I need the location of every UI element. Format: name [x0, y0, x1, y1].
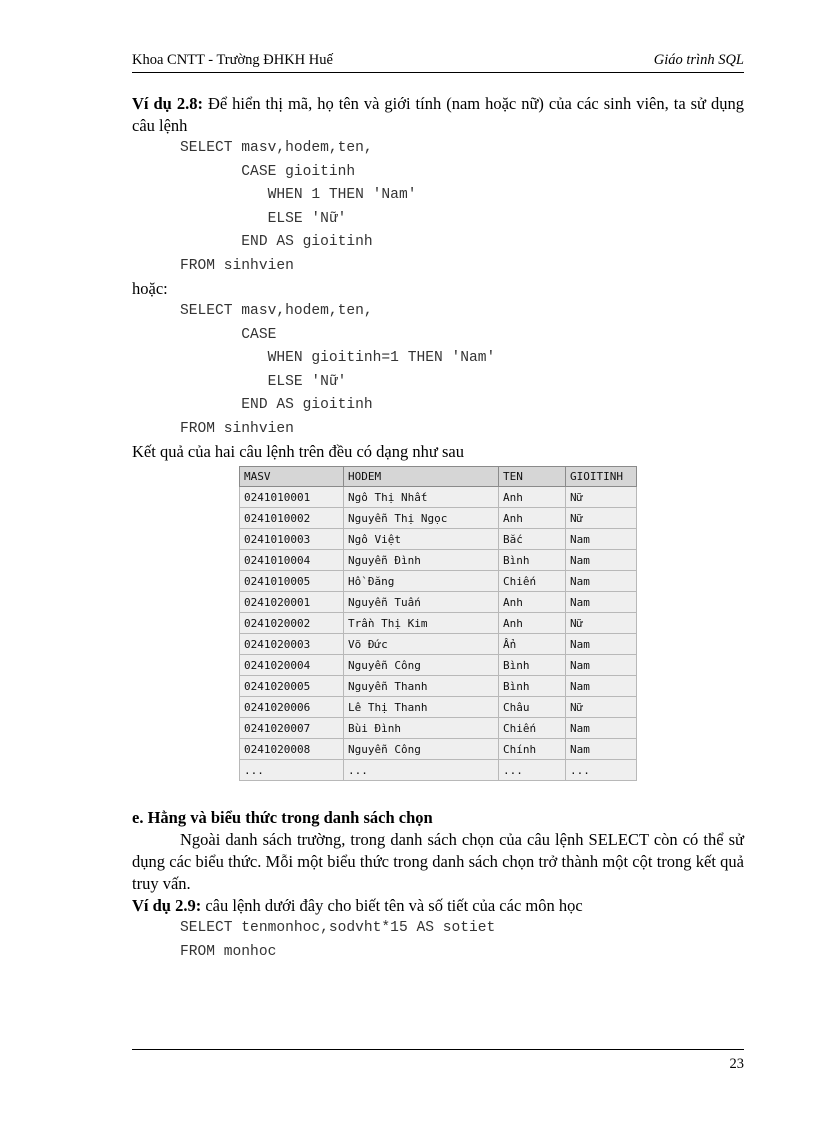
table-row [240, 697, 637, 718]
cell-masv: 0241020006 [240, 697, 344, 718]
header-hodem: HODEM [344, 467, 499, 487]
table-row [240, 676, 637, 697]
table-row [240, 529, 637, 550]
cell-masv: 0241020007 [240, 718, 344, 739]
cell-masv: 0241020001 [240, 592, 344, 613]
cell-masv: 0241010004 [240, 550, 344, 571]
cell-ten: Châu [499, 697, 566, 718]
cell-gioitinh: Nam [566, 592, 637, 613]
cell-hodem: Nguyễn Đình [344, 550, 499, 571]
cell-hodem: Nguyễn Công [344, 739, 499, 760]
cell-ten: Chính [499, 739, 566, 760]
table-header-row [240, 467, 637, 487]
table-row [240, 718, 637, 739]
cell-masv: ... [240, 760, 344, 781]
cell-gioitinh: Nữ [566, 697, 637, 718]
section-e-title-text: e. Hằng và biểu thức trong danh sách chọn [132, 808, 433, 827]
code-block-3: SELECT tenmonhoc,sodvht*15 AS sotiet FROM monhoc [180, 920, 496, 960]
example-2-9-label: Ví dụ 2.9: [132, 896, 202, 915]
cell-masv: 0241020004 [240, 655, 344, 676]
cell-masv: 0241010002 [240, 508, 344, 529]
cell-gioitinh: ... [566, 760, 637, 781]
cell-ten: Anh [499, 487, 566, 508]
cell-hodem: Võ Đức [344, 634, 499, 655]
header-gioitinh: GIOITINH [566, 467, 637, 487]
example-2-8-label: Ví dụ 2.8: [132, 94, 203, 113]
section-e-paragraph: Ngoài danh sách trường, trong danh sách chọn của câu lệnh SELECT còn có thể sử dụng các biểu thức. Mỗi một biểu thức trong danh sách chọn trở thành một cột trong kết quả truy vấn. [132, 830, 744, 893]
code-block-2: SELECT masv,hodem,ten, CASE WHEN gioitinh=1 THEN 'Nam' ELSE 'Nữ' END AS gioitinh FROM sinhvien [180, 303, 496, 437]
example-2-9-paragraph [132, 895, 744, 917]
table-row [240, 655, 637, 676]
example-2-8-text: Để hiển thị mã, họ tên và giới tính (nam hoặc nữ) của các sinh viên, ta sử dụng câu lệnh [132, 94, 744, 135]
table-row [240, 739, 637, 760]
cell-hodem: ... [344, 760, 499, 781]
cell-gioitinh: Nam [566, 676, 637, 697]
cell-gioitinh: Nam [566, 739, 637, 760]
cell-gioitinh: Nữ [566, 508, 637, 529]
cell-ten: Anh [499, 508, 566, 529]
cell-ten: Anh [499, 613, 566, 634]
cell-masv: 0241020002 [240, 613, 344, 634]
cell-hodem: Nguyễn Thị Ngọc [344, 508, 499, 529]
cell-hodem: Nguyễn Tuấn [344, 592, 499, 613]
example-2-8-paragraph [132, 93, 744, 137]
cell-gioitinh: Nam [566, 550, 637, 571]
cell-gioitinh: Nam [566, 655, 637, 676]
example-2-9-text: câu lệnh dưới đây cho biết tên và số tiết của các môn học [201, 896, 583, 915]
cell-gioitinh: Nữ [566, 487, 637, 508]
cell-ten: Bắc [499, 529, 566, 550]
or-text: hoặc: [132, 279, 168, 298]
cell-ten: Bình [499, 655, 566, 676]
cell-hodem: Ngô Thị Nhất [344, 487, 499, 508]
cell-gioitinh: Nữ [566, 613, 637, 634]
cell-hodem: Lê Thị Thanh [344, 697, 499, 718]
cell-masv: 0241010001 [240, 487, 344, 508]
table-row [240, 487, 637, 508]
cell-ten: Chiến [499, 571, 566, 592]
header-right: Giáo trình SQL [653, 52, 744, 68]
table-row [240, 508, 637, 529]
cell-gioitinh: Nam [566, 718, 637, 739]
cell-gioitinh: Nam [566, 571, 637, 592]
table-row [240, 613, 637, 634]
result-table [239, 466, 637, 781]
cell-masv: 0241010003 [240, 529, 344, 550]
cell-ten: Ẩn [499, 634, 566, 655]
table-row [240, 550, 637, 571]
cell-ten: Anh [499, 592, 566, 613]
page-content [132, 93, 744, 964]
cell-masv: 0241020008 [240, 739, 344, 760]
cell-gioitinh: Nam [566, 634, 637, 655]
cell-hodem: Hồ Đăng [344, 571, 499, 592]
table-row [240, 592, 637, 613]
table-row [240, 760, 637, 781]
result-intro: Kết quả của hai câu lệnh trên đều có dạng như sau [132, 442, 464, 461]
cell-ten: ... [499, 760, 566, 781]
cell-hodem: Trần Thị Kim [344, 613, 499, 634]
header-masv: MASV [240, 467, 344, 487]
cell-ten: Chiến [499, 718, 566, 739]
cell-masv: 0241020003 [240, 634, 344, 655]
table-row [240, 571, 637, 592]
header-ten: TEN [499, 467, 566, 487]
cell-hodem: Nguyễn Thanh [344, 676, 499, 697]
cell-hodem: Ngô Việt [344, 529, 499, 550]
table-row [240, 634, 637, 655]
cell-gioitinh: Nam [566, 529, 637, 550]
section-e-title [132, 807, 744, 829]
header-left: Khoa CNTT - Trường ĐHKH Huế [132, 52, 333, 68]
cell-masv: 0241010005 [240, 571, 344, 592]
code-block-1: SELECT masv,hodem,ten, CASE gioitinh WHEN 1 THEN 'Nam' ELSE 'Nữ' END AS gioitinh FROM sinhvien [180, 140, 417, 274]
cell-ten: Bình [499, 550, 566, 571]
table-body [240, 487, 637, 781]
page-header [132, 50, 744, 73]
cell-hodem: Nguyễn Công [344, 655, 499, 676]
cell-masv: 0241020005 [240, 676, 344, 697]
cell-ten: Bình [499, 676, 566, 697]
page-footer [132, 1049, 744, 1072]
page-number: 23 [729, 1056, 744, 1072]
cell-hodem: Bùi Đình [344, 718, 499, 739]
